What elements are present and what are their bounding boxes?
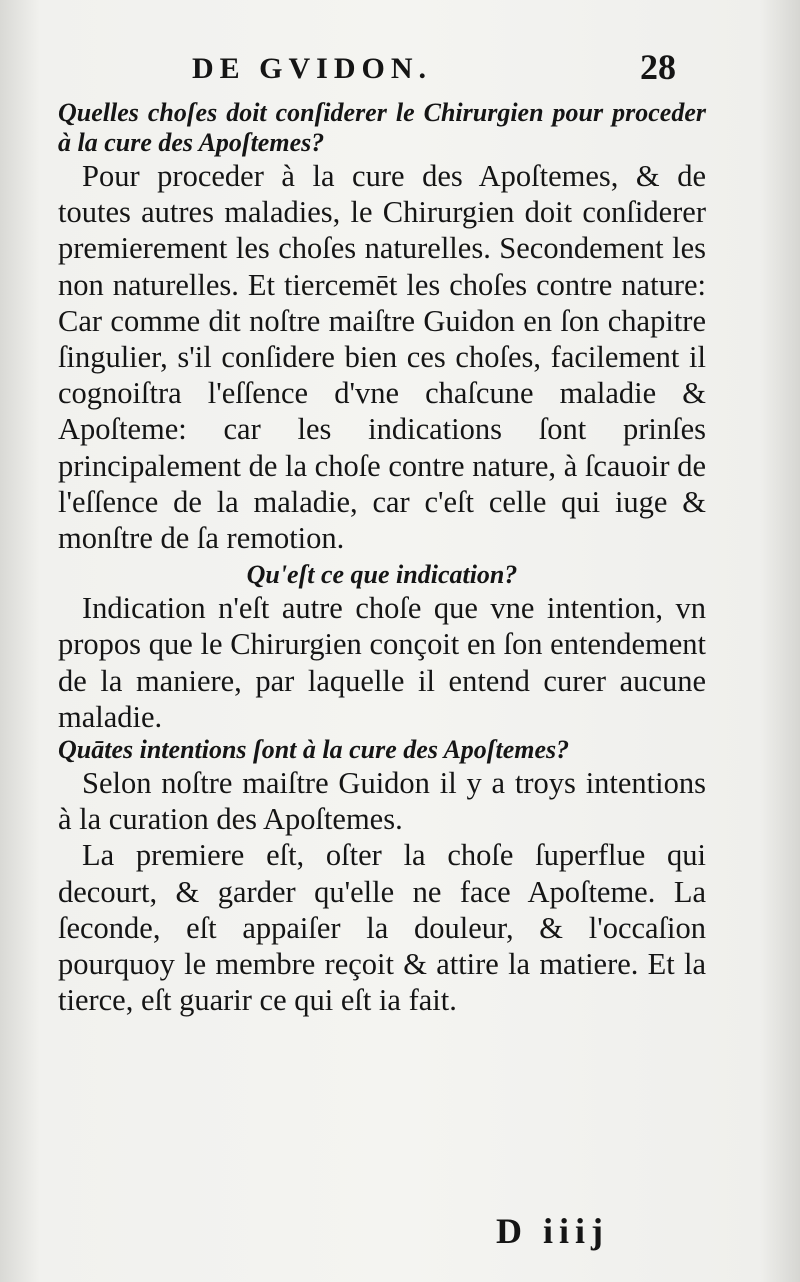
answer-paragraph: La premiere eſt, oſter la choſe ſuperflue qui decourt, & garder qu'elle ne face Apoſteme. La ſeconde, eſt appaiſer la douleur, & l'occaſion pourquoy le membre reçoit & attire la matiere. Et la tierce, eſt guarir ce qui eſt ia fait. [58,838,706,1018]
question-heading: Quelles choſes doit conſiderer le Chirurgien pour proceder à la cure des Apoſtemes? [58,98,706,157]
answer-paragraph: Indication n'eſt autre choſe que vne intention, vn propos que le Chirurgien conçoit en ſon entendement de la maniere, par laquelle il entend curer aucune maladie. [58,591,706,734]
page-body [58,98,706,1018]
question-heading: Qu'eſt ce que indication? [246,560,518,590]
signature-mark: D iiij [496,1211,609,1251]
question-heading: Quātes intentions ſont à la cure des Apoſtemes? [58,735,570,765]
running-title: DE GVIDON. [192,52,433,85]
answer-paragraph: Selon noſtre maiſtre Guidon il y a troys intentions à la curation des Apoſtemes. [58,766,706,837]
answer-paragraph: Pour proceder à la cure des Apoſtemes, & de toutes autres maladies, le Chirurgien doit conſiderer premierement les choſes naturelles. Secondement les non naturelles. Et tiercemēt les choſes contre nature: Car comme dit noſtre maiſtre Guidon en ſon chapitre ſingulier, s'il conſidere bien ces choſes, facilement il cognoiſtra l'eſſence d'vne chaſcune maladie & Apoſteme: car les indications ſont prinſes principalement de la choſe contre nature, à ſcauoir de l'eſſence de la maladie, car c'eſt celle qui iuge & monſtre de ſa remotion. [58,159,706,556]
page-header [0,44,800,88]
page-number: 28 [640,47,676,87]
